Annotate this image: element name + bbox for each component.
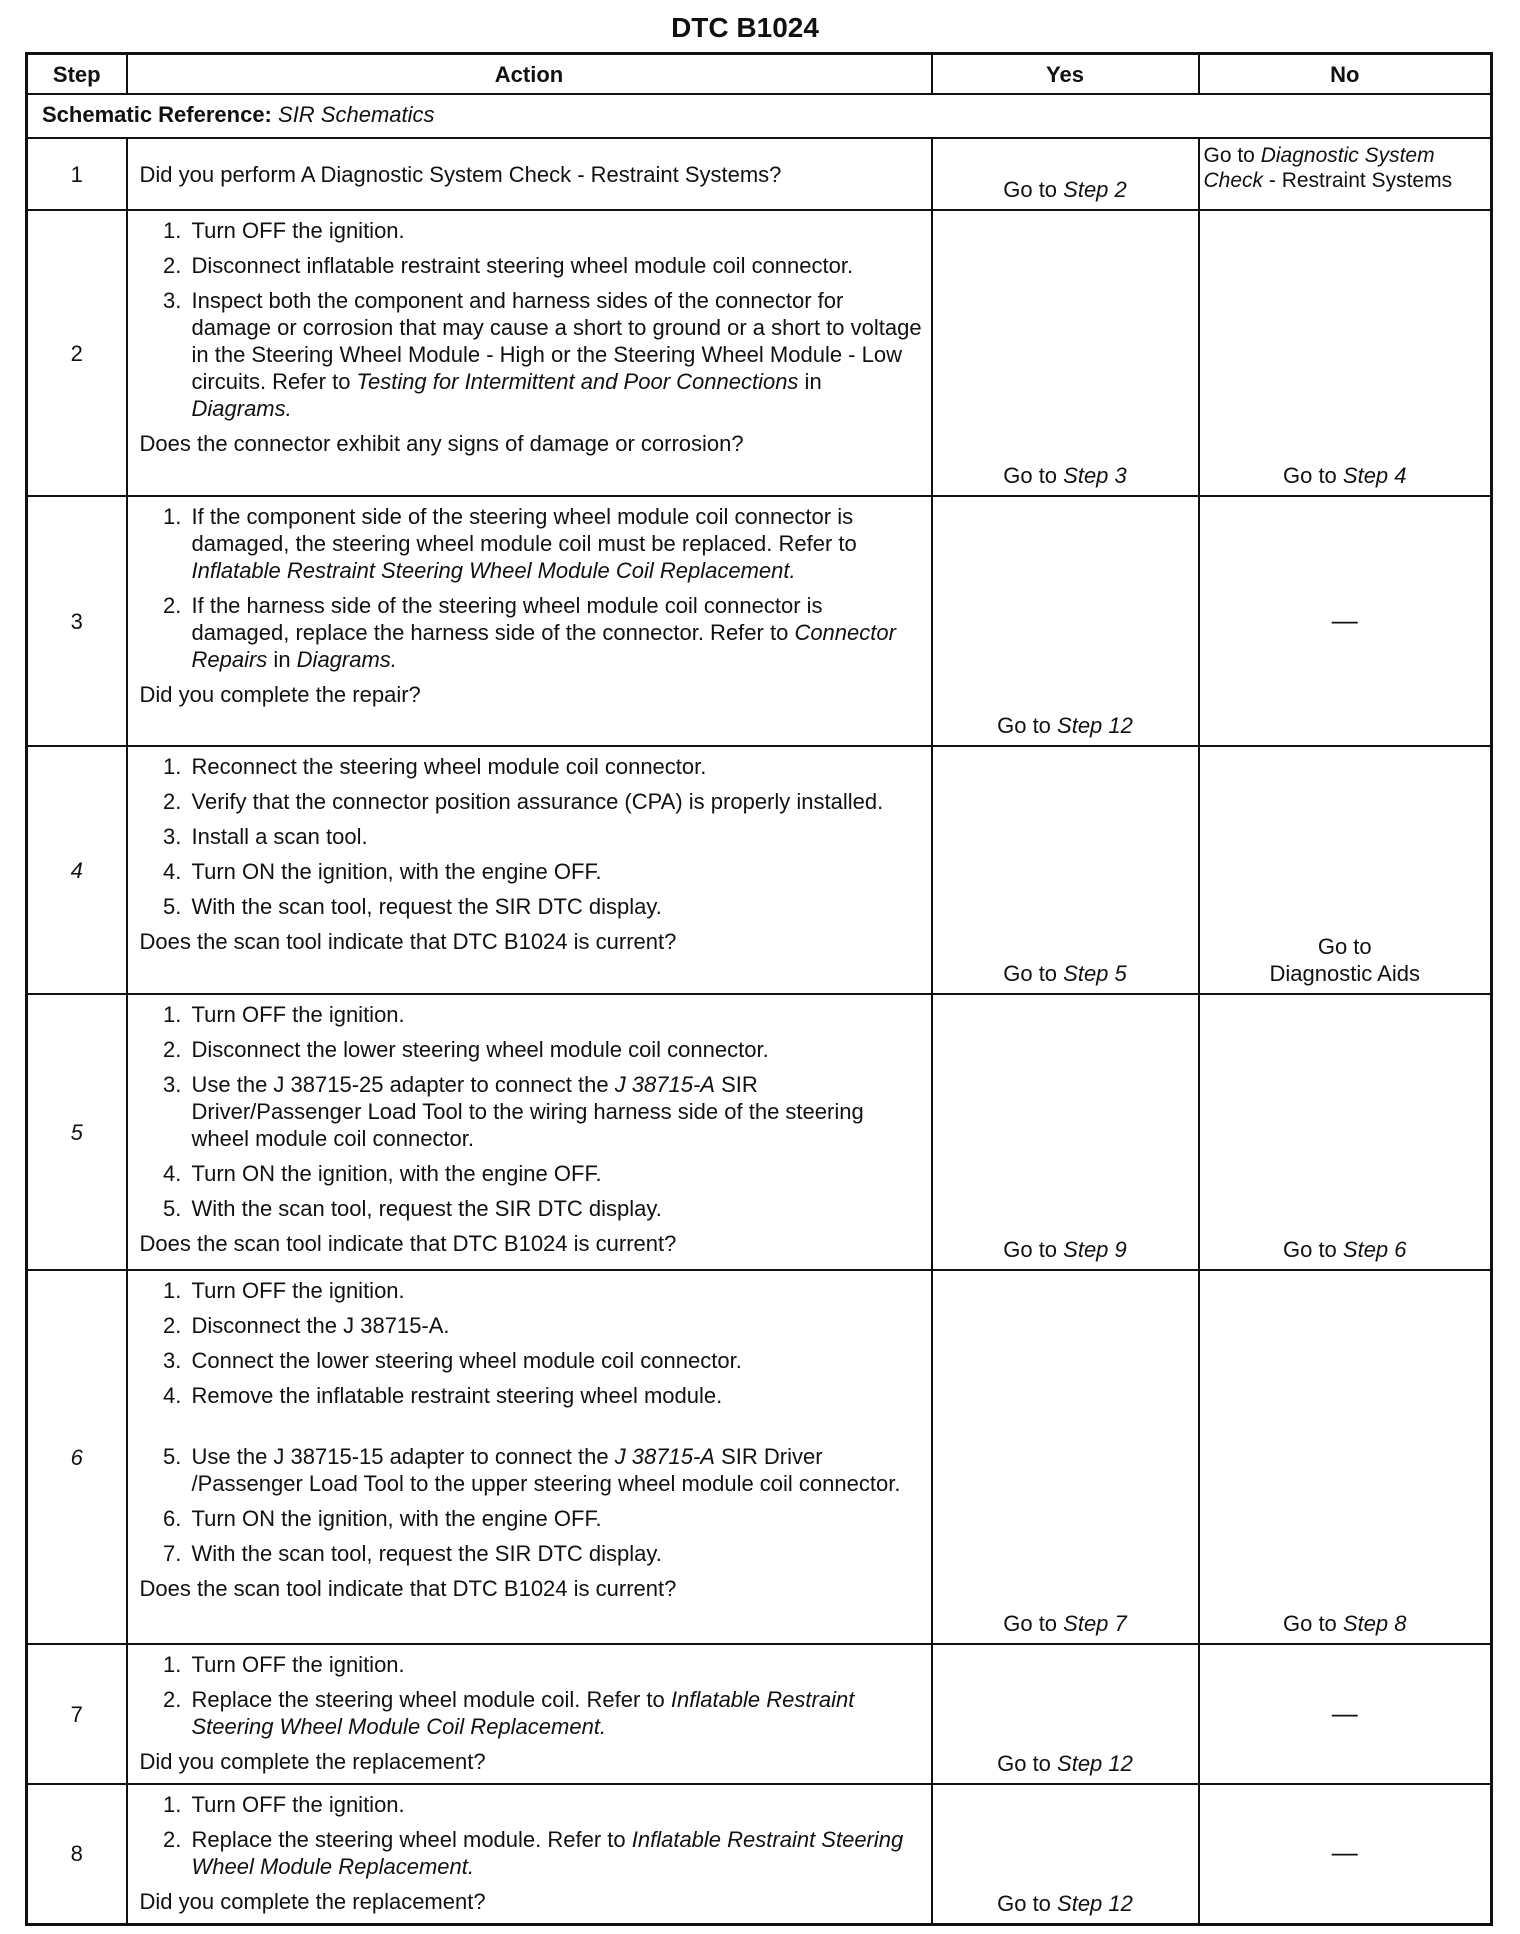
reference-link[interactable]: Inflatable Restraint Steering Wheel Module Coil Replacement. — [191, 1687, 855, 1739]
action-text: SIR Driver/Passenger Load Tool to the wiring harness side of the steering wheel module coil connector. — [191, 1072, 864, 1151]
yes-cell — [932, 746, 1199, 994]
step-link[interactable]: Step 3 — [1063, 463, 1127, 488]
step-number: 1 — [27, 138, 127, 210]
no-cell: — — [1199, 496, 1492, 746]
step-link[interactable]: Step 8 — [1342, 1611, 1407, 1636]
no-cell — [1199, 138, 1492, 210]
header-no: No — [1199, 54, 1492, 95]
goto-text: Go to — [997, 713, 1058, 738]
step-number: 6 — [27, 1270, 127, 1644]
reference-link[interactable]: Diagrams. — [191, 396, 292, 421]
yes-cell — [932, 210, 1199, 496]
table-row — [27, 1784, 1492, 1924]
no-cell — [1199, 1270, 1492, 1644]
action-text: in — [267, 647, 297, 672]
action-cell — [127, 1644, 932, 1784]
action-list — [140, 1791, 923, 1880]
action-item: 4. Remove the inflatable restraint steering wheel module. — [188, 1382, 923, 1409]
goto-text: Go to — [1003, 961, 1064, 986]
action-item: 1. Turn OFF the ignition. — [188, 217, 923, 244]
action-cell — [127, 210, 932, 496]
action-item: 1. Reconnect the steering wheel module coil connector. — [188, 753, 923, 780]
goto-text: Go to — [1003, 1237, 1064, 1262]
action-item: 7. With the scan tool, request the SIR DTC display. — [188, 1540, 923, 1567]
no-cell: — — [1199, 1784, 1492, 1924]
action-item — [188, 1071, 923, 1152]
schematic-reference — [27, 94, 1492, 138]
action-text: Use the J 38715-25 adapter to connect the — [191, 1072, 615, 1097]
action-text: Use the J 38715-15 adapter to connect the — [191, 1444, 615, 1469]
action-cell — [127, 994, 932, 1270]
action-cell — [127, 746, 932, 994]
step-link[interactable]: Step 7 — [1063, 1611, 1127, 1636]
action-item: 2. Verify that the connector position assurance (CPA) is properly installed. — [188, 788, 923, 815]
action-item: 3. Connect the lower steering wheel module coil connector. — [188, 1347, 923, 1374]
step-link[interactable]: Step 12 — [1057, 1890, 1133, 1916]
diagnostic-aids-link[interactable]: Diagnostic Aids — [1269, 961, 1420, 986]
goto-text: Go to — [997, 1890, 1058, 1916]
action-text: If the harness side of the steering wheel module coil connector is damaged, replace the harness side of the connector. Refer to — [191, 593, 823, 645]
schematic-reference-row — [27, 94, 1492, 138]
yes-cell — [932, 138, 1199, 210]
goto-text: Go to — [1003, 1611, 1064, 1636]
question-text: Does the scan tool indicate that DTC B1024 is current? — [139, 1231, 677, 1256]
table-header-row — [27, 54, 1492, 95]
step-link[interactable]: Step 12 — [1057, 713, 1133, 738]
question-text: Did you complete the replacement? — [139, 1749, 486, 1774]
action-item — [188, 503, 923, 584]
question-text: Does the connector exhibit any signs of damage or corrosion? — [139, 431, 744, 456]
action-text: Replace the steering wheel module coil. Refer to — [191, 1687, 671, 1712]
action-item: 1. Turn OFF the ignition. — [188, 1791, 923, 1818]
question-text: Did you complete the replacement? — [139, 1889, 486, 1914]
action-item — [188, 592, 923, 673]
action-list — [140, 1001, 923, 1222]
goto-text: Go to — [1203, 144, 1261, 167]
step-link[interactable]: Step 4 — [1342, 463, 1407, 488]
action-list — [140, 1277, 923, 1567]
goto-suffix: - Restraint Systems — [1263, 169, 1453, 192]
action-item: 4. Turn ON the ignition, with the engine OFF. — [188, 858, 923, 885]
step-number: 3 — [27, 496, 127, 746]
step-number: 5 — [27, 994, 127, 1270]
table-row — [27, 994, 1492, 1270]
reference-link[interactable]: Testing for Intermittent and Poor Connections — [356, 369, 799, 394]
no-cell — [1199, 210, 1492, 496]
action-item: 3. Install a scan tool. — [188, 823, 923, 850]
diagnostic-system-check-link[interactable]: Diagnostic System Check — [1203, 144, 1435, 192]
goto-text: Go to — [1282, 1237, 1343, 1262]
yes-cell — [932, 1784, 1199, 1924]
action-item — [188, 1686, 923, 1740]
no-cell — [1199, 994, 1492, 1270]
action-text: Inspect both the component and harness sides of the connector for damage or corrosion that may cause a short to ground or a short to voltage in the Steering Wheel Module - High or the Steering Wheel Module - Low circuits. Refer to — [191, 288, 922, 394]
action-item: 5. With the scan tool, request the SIR DTC display. — [188, 893, 923, 920]
no-cell — [1199, 746, 1492, 994]
action-item: 6. Turn ON the ignition, with the engine OFF. — [188, 1505, 923, 1532]
action-list — [140, 503, 923, 673]
action-cell — [127, 1270, 932, 1644]
action-item: 2. Disconnect inflatable restraint steering wheel module coil connector. — [188, 252, 923, 279]
goto-text: Go to — [1003, 177, 1064, 202]
reference-link[interactable]: Connector Repairs — [191, 620, 896, 672]
question-text: Does the scan tool indicate that DTC B1024 is current? — [139, 1576, 677, 1601]
action-cell — [127, 1784, 932, 1924]
goto-text: Go to — [997, 1751, 1058, 1776]
table-row — [27, 1644, 1492, 1784]
action-item: 5. With the scan tool, request the SIR DTC display. — [188, 1195, 923, 1222]
action-list — [140, 753, 923, 920]
table-row — [27, 210, 1492, 496]
step-link[interactable]: Step 9 — [1063, 1237, 1127, 1262]
reference-link[interactable]: Inflatable Restraint Steering Wheel Module Replacement. — [191, 1827, 904, 1879]
step-link[interactable]: Step 6 — [1342, 1237, 1407, 1262]
goto-text: Go to — [1317, 934, 1372, 959]
tool-reference[interactable]: J 38715-A — [614, 1444, 715, 1469]
table-row — [27, 138, 1492, 210]
step-link[interactable]: Step 5 — [1063, 961, 1127, 986]
question-text: Restraint Systems? — [590, 161, 782, 187]
action-item: 2. Disconnect the lower steering wheel module coil connector. — [188, 1036, 923, 1063]
action-cell — [127, 496, 932, 746]
page-title: DTC B1024 — [671, 12, 819, 43]
yes-cell — [932, 1270, 1199, 1644]
action-list — [140, 217, 923, 422]
reference-link[interactable]: Inflatable Restraint Steering Wheel Module Coil Replacement. — [191, 558, 796, 583]
schematic-link[interactable]: SIR Schematics — [278, 102, 435, 127]
action-text: Replace the steering wheel module. Refer to — [191, 1827, 632, 1852]
action-item — [188, 1443, 923, 1497]
action-text: in — [798, 369, 822, 394]
goto-text: Go to — [1282, 1611, 1343, 1636]
action-item — [188, 1826, 923, 1880]
action-item: 4. Turn ON the ignition, with the engine OFF. — [188, 1160, 923, 1187]
dtc-diagnostic-table — [25, 52, 1493, 1926]
step-link[interactable]: Step 12 — [1057, 1751, 1133, 1776]
header-yes: Yes — [932, 54, 1199, 95]
action-item: 1. Turn OFF the ignition. — [188, 1277, 923, 1304]
reference-link[interactable]: Diagrams. — [296, 647, 397, 672]
question-text: Did you perform A Diagnostic System Check - — [139, 161, 591, 187]
no-cell: — — [1199, 1644, 1492, 1784]
schematic-label: Schematic Reference: — [42, 102, 272, 127]
goto-text: Go to — [1282, 463, 1343, 488]
action-text: If the component side of the steering wheel module coil connector is damaged, the steering wheel module coil must be replaced. Refer to — [191, 504, 857, 556]
step-number: 7 — [27, 1644, 127, 1784]
table-row — [27, 746, 1492, 994]
header-step: Step — [27, 54, 127, 95]
action-item: 2. Disconnect the J 38715-A. — [188, 1312, 923, 1339]
table-row — [27, 496, 1492, 746]
action-list — [140, 1651, 923, 1740]
step-link[interactable]: Step 2 — [1063, 177, 1127, 202]
question-text: Did you complete the repair? — [139, 682, 421, 707]
step-number: 4 — [27, 746, 127, 994]
question-text: Does the scan tool indicate that DTC B1024 is current? — [139, 929, 677, 954]
goto-text: Go to — [1003, 463, 1064, 488]
action-cell — [127, 138, 932, 210]
action-item: 1. Turn OFF the ignition. — [188, 1001, 923, 1028]
yes-cell — [932, 994, 1199, 1270]
yes-cell — [932, 1644, 1199, 1784]
step-number: 2 — [27, 210, 127, 496]
tool-reference[interactable]: J 38715-A — [614, 1072, 715, 1097]
action-text: SIR Driver /Passenger Load Tool to the upper steering wheel module coil connector. — [191, 1444, 901, 1496]
yes-cell — [932, 496, 1199, 746]
action-item — [188, 287, 923, 422]
table-row — [27, 1270, 1492, 1644]
header-action: Action — [127, 54, 932, 95]
action-item: 1. Turn OFF the ignition. — [188, 1651, 923, 1678]
step-number: 8 — [27, 1784, 127, 1924]
